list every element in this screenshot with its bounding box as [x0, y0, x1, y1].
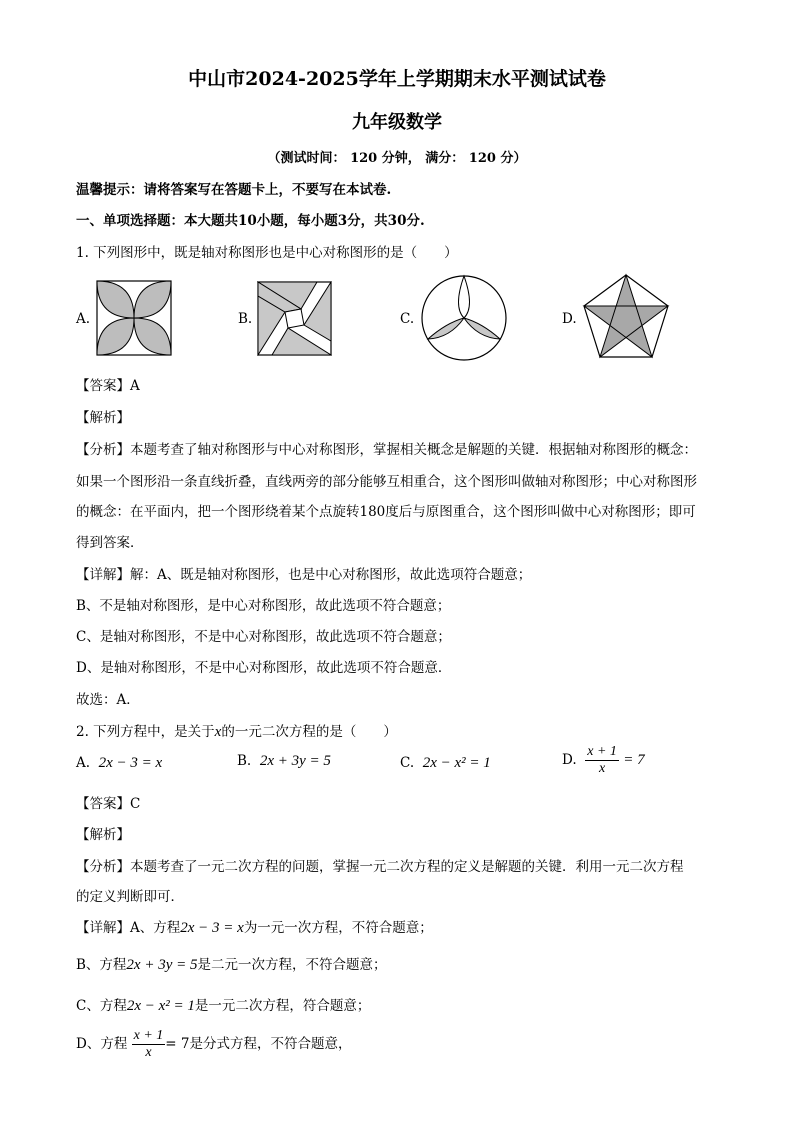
q1-analysis-line: 得到答案．	[76, 535, 144, 551]
q1-analysis-title: 【解析】	[76, 410, 130, 426]
variable-x: x	[214, 724, 222, 740]
q1-analysis-line: 的概念：在平面内，把一个图形绕着某个点旋转180度后与原图重合，这个图形叫做中心对称图形；即可	[76, 504, 696, 520]
reminder: 温馨提示：请将答案写在答题卡上，不要写在本试卷.	[76, 182, 392, 198]
q2-option-a: A. 2x − 3 = x	[76, 755, 163, 771]
section-heading: 一、单项选择题：本大题共10小题，每小题3分，共30分.	[76, 213, 425, 229]
q1-option-c-label: C.	[400, 311, 415, 327]
q2-option-d: D. $\frac{x + 1}{x}$ = 7	[562, 744, 645, 776]
q1-detail-line: B、不是轴对称图形，是中心对称图形，故此选项不符合题意；	[76, 598, 451, 614]
q2-analysis-title: 【解析】	[76, 827, 130, 843]
figure-a-quatrefoil	[96, 280, 172, 356]
figure-b-pinwheel	[257, 281, 332, 356]
q2-answer: 【答案】C	[76, 796, 141, 812]
q1-stem: 1. 下列图形中，既是轴对称图形也是中心对称图形的是（ ）	[76, 245, 458, 261]
q2-detail-a: 【详解】A、方程2x − 3 = x为一元一次方程，不符合题意；	[76, 920, 433, 936]
q1-option-b-label: B.	[238, 311, 253, 327]
q2-option-b: B. 2x + 3y = 5	[237, 753, 331, 769]
fraction: $\frac{x + 1}{x}$	[587, 744, 617, 776]
figure-d-pentagon-star	[581, 273, 671, 361]
q1-detail-line: D、是轴对称图形，不是中心对称图形，故此选项不符合题意．	[76, 660, 452, 676]
q2-analysis-line: 【分析】本题考查了一元二次方程的问题，掌握一元二次方程的定义是解题的关键．利用一元二次方程	[76, 859, 684, 875]
exam-subtitle: 九年级数学	[352, 112, 442, 133]
q1-detail-line: C、是轴对称图形，不是中心对称图形，故此选项不符合题意；	[76, 629, 451, 645]
q2-analysis-line: 的定义判断即可．	[76, 889, 184, 905]
exam-info: （测试时间： 120 分钟， 满分： 120 分）	[267, 151, 527, 166]
q2-stem: 2. 下列方程中，是关于x的一元二次方程的是（ ）	[76, 724, 397, 740]
q2-detail-d: D、方程 $\frac{x + 1}{x}$ = 7是分式方程，不符合题意，	[76, 1028, 352, 1060]
q1-analysis-line: 如果一个图形沿一条直线折叠，直线两旁的部分能够互相重合，这个图形叫做轴对称图形；中心对称图形	[76, 474, 697, 490]
q2-detail-b: B、方程2x + 3y = 5是二元一次方程，不符合题意；	[76, 957, 387, 973]
exam-title: 中山市2024-2025学年上学期期末水平测试试卷	[188, 68, 606, 90]
fraction: $\frac{x + 1}{x}$	[133, 1028, 164, 1060]
q2-option-c: C. 2x − x² = 1	[400, 755, 491, 771]
q1-option-a-label: A.	[76, 311, 91, 327]
figure-c-circle-arcs	[420, 274, 508, 362]
q1-detail-line: 【详解】解：A、既是轴对称图形，也是中心对称图形，故此选项符合题意；	[76, 567, 532, 583]
q2-detail-c: C、方程2x − x² = 1是一元二次方程，符合题意；	[76, 998, 371, 1014]
q1-detail-line: 故选：A．	[76, 692, 140, 708]
q1-analysis-line: 【分析】本题考查了轴对称图形与中心对称图形，掌握相关概念是解题的关键．根据轴对称图形的概念：	[76, 442, 697, 458]
q1-option-d-label: D.	[562, 311, 577, 327]
q1-answer: 【答案】A	[76, 378, 140, 394]
